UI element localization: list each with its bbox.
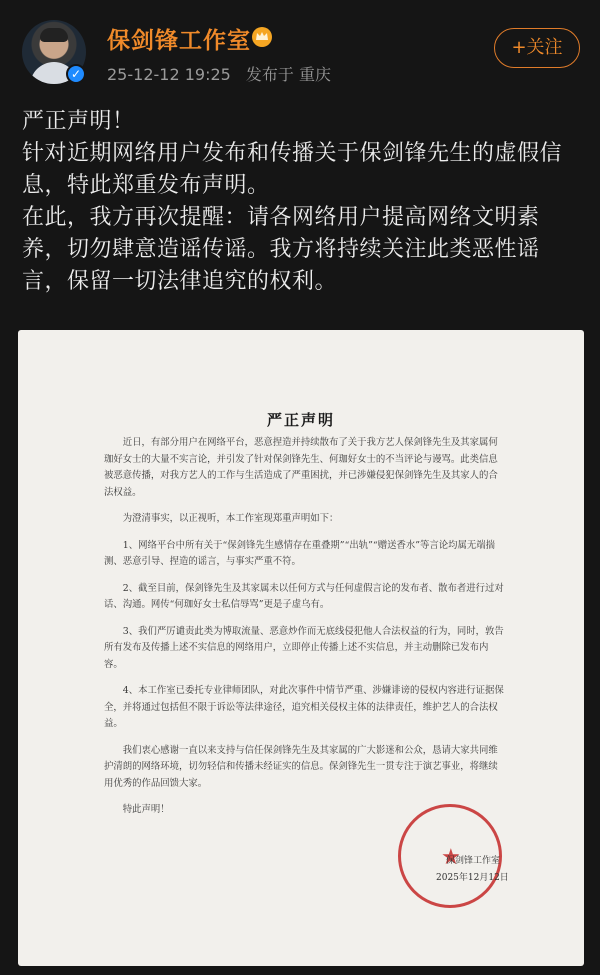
post-header: [0, 0, 600, 100]
post-meta: [107, 62, 341, 85]
post-paragraph: 针对近期网络用户发布和传播关于保剑锋先生的虚假信息，特此郑重发布声明。: [22, 141, 563, 198]
follow-button[interactable]: +关注: [494, 28, 580, 68]
document-paragraph: 4、本工作室已委托专业律师团队，对此次事件中情节严重、涉嫌诽谤的侵权内容进行证据保全，并将通过包括但不限于诉讼等法律途径，追究相关侵权主体的法律责任，维护艺人的合法权益。: [104, 685, 504, 729]
document-paragraph: 近日，有部分用户在网络平台，恶意捏造并持续散布了关于我方艺人保剑锋先生及其家属何珈好女士的大量不实言论，并引发了针对保剑锋先生、何珈好女士的不当评论与谩骂。此类信息被恶意传播，对我方艺人的工作与生活造成了严重困扰，并已涉嫌侵犯保剑锋先生及其家人的合法权益。: [104, 437, 498, 498]
document-body: [104, 435, 504, 829]
verified-badge-icon: ✓: [66, 64, 86, 84]
author-name[interactable]: 保剑锋工作室: [107, 28, 251, 54]
document-paragraph: 为澄清事实，以正视听，本工作室现郑重声明如下：: [122, 513, 339, 524]
post-paragraph: 严正声明！: [22, 109, 135, 134]
document-paragraph: 2、截至目前，保剑锋先生及其家属未以任何方式与任何虚假言论的发布者、散布者进行过对话、沟通。网传“何珈好女士私信辱骂”更是子虚乌有。: [104, 582, 504, 610]
document-signer: 保剑锋工作室: [446, 856, 501, 866]
document-paragraph: 特此声明！: [122, 804, 170, 815]
document-title: 严正声明: [266, 411, 335, 429]
document-paragraph: 我们衷心感谢一直以来支持与信任保剑锋先生及其家属的广大影迷和公众，恳请大家共同维护清朗的网络环境，切勿轻信和传播未经证实的信息。保剑锋先生一贯专注于演艺事业，将继续用优秀的作品回馈大家。: [104, 744, 498, 789]
document-paragraph: 1、网络平台中所有关于“保剑锋先生感情存在重叠期”“出轨”“赠送香水”等言论均属无端揣测、恶意引导、捏造的谣言，与事实严重不符。: [104, 539, 496, 567]
statement-image[interactable]: [18, 330, 584, 966]
post-text: [22, 106, 582, 298]
post-timestamp: 25-12-12 19:25: [107, 65, 231, 84]
post-location: 发布于 重庆: [245, 65, 332, 84]
document-paragraph: 3、我们严厉谴责此类为博取流量、恶意炒作而无底线侵犯他人合法权益的行为，同时，敦告所有发布及传播上述不实信息的网络用户，立即停止传播上述不实信息，并主动删除已发布内容。: [104, 625, 504, 670]
document-date: 2025年12月12日: [436, 873, 509, 883]
seal-star-icon: ★: [441, 845, 461, 870]
crown-icon: [250, 25, 274, 47]
post-paragraph: 在此，我方再次提醒：请各网络用户提高网络文明素养，切勿肆意造谣传谣。我方将持续关注此类恶性谣言，保留一切法律追究的权利。: [22, 205, 540, 294]
avatar-hair: [40, 28, 68, 42]
